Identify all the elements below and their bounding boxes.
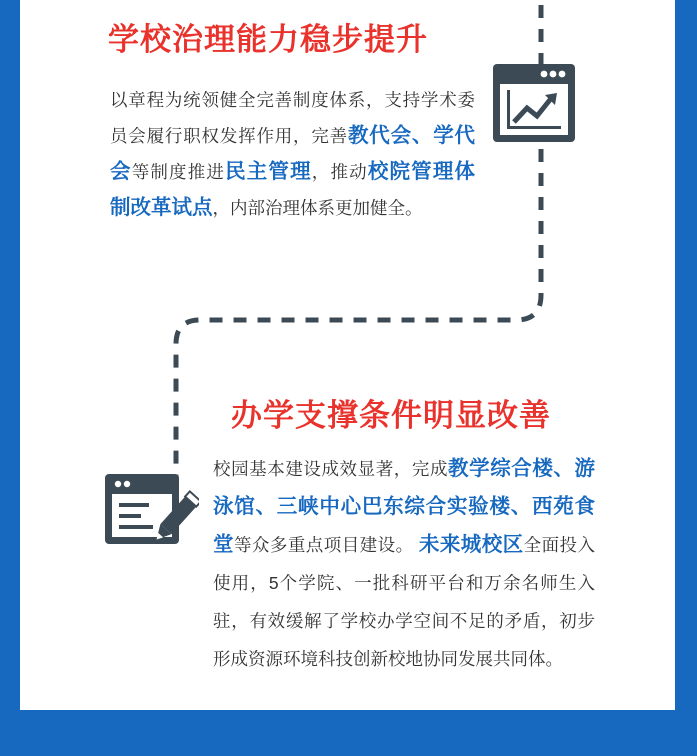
text-run-highlight: 教学综合楼、游泳馆、三峡中心巴东综合实验楼、西苑食堂 [213,457,596,556]
bottom-blue-strip [0,710,697,756]
text-run: ，推动 [311,162,368,182]
section-body-governance [110,82,475,226]
text-run: 校园基本建设成效显著，完成 [213,459,449,479]
text-run: 等众多重点项目建设。 [233,535,419,555]
text-run: 全面投入使用，5个学院、一批科研平台和万余名师生入驻，有效缓解了学校办学空间不足的矛盾，初步形成资源环境科技创新校地协同发展共同体。 [213,535,596,669]
text-run: ，内部治理体系更加健全。 [212,198,423,218]
text-run-highlight: 未来城校区 [418,533,524,556]
text-run: 等制度推进 [131,162,226,182]
text-run-highlight: 校院管理体制改革试点 [110,160,476,219]
document-pencil-icon [103,470,199,556]
text-run-highlight: 民主管理 [225,160,312,183]
section-body-facilities [213,450,595,678]
section-title-facilities: 办学支撑条件明显改善 [231,398,551,433]
bar-chart-growth-icon [491,62,577,144]
text-run: 以章程为统领健全完善制度体系，支持学术委员会履行职权发挥作用，完善 [110,90,475,146]
text-run-highlight: 教代会、学代会 [110,124,476,183]
section-title-governance: 学校治理能力稳步提升 [108,22,428,57]
